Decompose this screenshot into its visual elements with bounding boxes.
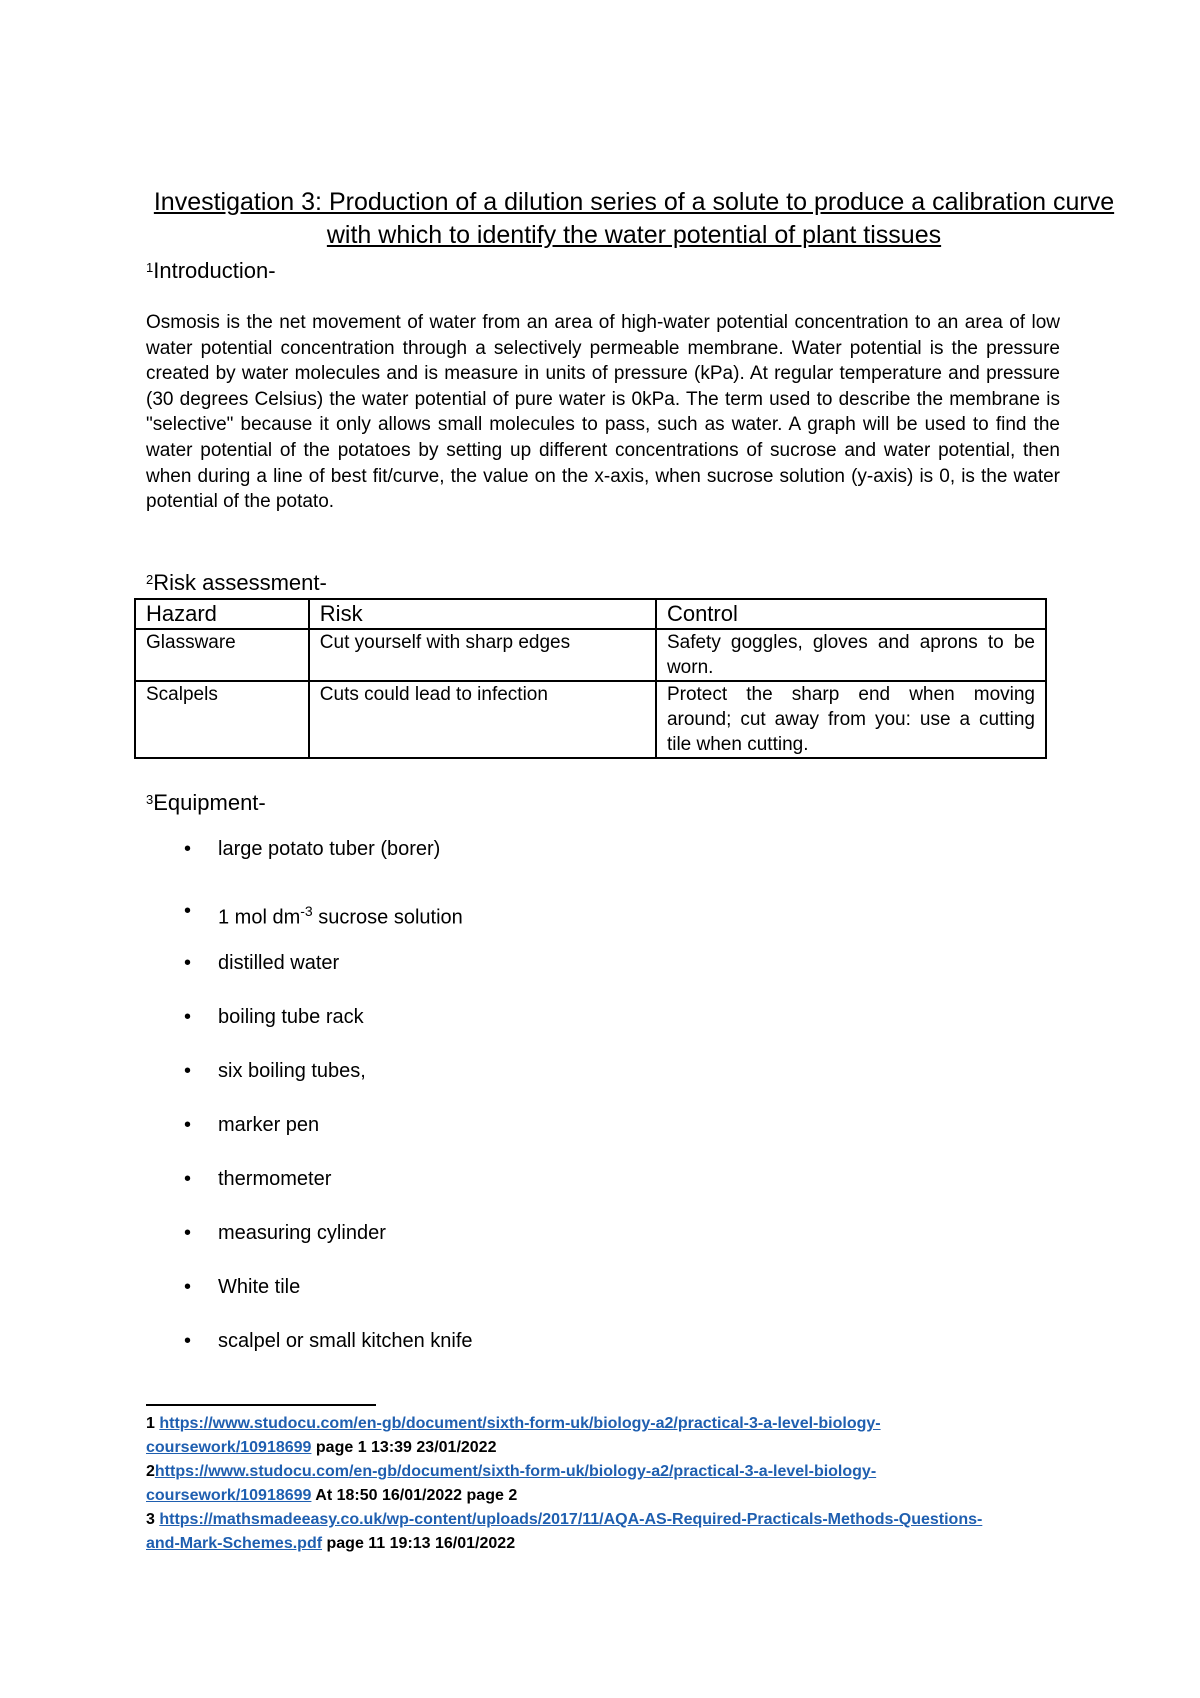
list-item: • marker pen: [184, 1114, 320, 1136]
table-cell-risk: Cut yourself with sharp edges: [309, 629, 656, 681]
footnote-2: 2https://www.studocu.com/en-gb/document/sixth-form-uk/biology-a2/practical-3-a-level-biology-coursework/10918699 At 18:50 16/01/2022 page 2: [146, 1463, 877, 1504]
footnote-link[interactable]: https://www.studocu.com/en-gb/document/sixth-form-uk/biology-a2/practical-3-a-level-biology-coursework/10918699: [146, 1463, 877, 1504]
risk-assessment-table: [134, 598, 1047, 759]
list-item: • measuring cylinder: [184, 1222, 386, 1244]
equipment-list: [146, 836, 473, 1382]
footnotes: [146, 1412, 1006, 1556]
bullet-icon: •: [184, 1114, 192, 1136]
introduction-heading: $^1$Introduction-: [146, 258, 276, 283]
bullet-icon: •: [184, 952, 192, 974]
table-header-row: [135, 599, 1046, 629]
table-cell-control: Safety goggles, gloves and aprons to be worn.: [656, 629, 1046, 681]
bullet-icon: •: [184, 1276, 192, 1298]
footnote-1: 1 https://www.studocu.com/en-gb/document/sixth-form-uk/biology-a2/practical-3-a-level-biology-coursework/10918699 page 1 13:39 23/01/2022: [146, 1415, 881, 1456]
list-item: • scalpel or small kitchen knife: [184, 1330, 473, 1352]
bullet-icon: •: [184, 1330, 192, 1352]
bullet-icon: •: [184, 1006, 192, 1028]
list-item: • boiling tube rack: [184, 1006, 364, 1028]
footnote-marker-3: 3: [146, 792, 154, 807]
introduction-text: Osmosis is the net movement of water from an area of high-water potential concentration to an area of low water potential concentration through a selectively permeable membrane. Water potential is the pressure created by water molecules and is measure in units of pressure (kPa). At regular temperature and pressure (30 degrees Celsius) the water potential of pure water is 0kPa. The term used to describe the membrane is "selective" because it only allows small molecules to pass, such as water. A graph will be used to find the water potential of the potatoes by setting up different concentrations of sucrose and water potential, then when during a line of best fit/curve, the value on the x-axis, when sucrose solution (y-axis) is 0, is the water potential of the potato.: [146, 312, 1060, 513]
footnote-separator: [146, 1404, 376, 1406]
table-cell-risk: Cuts could lead to infection: [309, 681, 656, 758]
bullet-icon: •: [184, 1222, 192, 1244]
footnote-link[interactable]: https://mathsmadeeasy.co.uk/wp-content/uploads/2017/11/AQA-AS-Required-Practicals-Methods-Questions-and-Mark-Schemes.pdf: [146, 1511, 983, 1552]
table-cell-control: Protect the sharp end when moving around; cut away from you: use a cutting tile when cutting.: [656, 681, 1046, 758]
table-row: [135, 629, 1046, 681]
table-header-control: Control: [656, 599, 1046, 629]
footnote-link[interactable]: https://www.studocu.com/en-gb/document/sixth-form-uk/biology-a2/practical-3-a-level-biology-coursework/10918699: [146, 1415, 881, 1456]
table-row: [135, 681, 1046, 758]
list-item: • six boiling tubes,: [184, 1060, 366, 1082]
footnote-marker-1: 1: [146, 260, 154, 275]
bullet-icon: •: [184, 900, 192, 922]
list-item: • White tile: [184, 1276, 301, 1298]
table-header-hazard: Hazard: [135, 599, 309, 629]
bullet-icon: •: [184, 1168, 192, 1190]
table-header-risk: Risk: [309, 599, 656, 629]
page-title: Investigation 3: Production of a dilution series of a solute to produce a calibration curve with which to identify the water potential of plant tissues: [153, 188, 1115, 249]
bullet-icon: •: [184, 1060, 192, 1082]
list-item: • 1 mol $dm^{-3}$ sucrose solution: [184, 900, 463, 929]
equipment-heading: $^3$Equipment-: [146, 790, 266, 815]
table-cell-hazard: Glassware: [135, 629, 309, 681]
footnote-3: 3 https://mathsmadeeasy.co.uk/wp-content/uploads/2017/11/AQA-AS-Required-Practicals-Methods-Questions-and-Mark-Schemes.pdf page 11 19:13 16/01/2022: [146, 1511, 983, 1552]
list-item: • distilled water: [184, 952, 340, 974]
table-cell-hazard: Scalpels: [135, 681, 309, 758]
footnote-marker-2: 2: [146, 572, 154, 587]
list-item: • large potato tuber (borer): [184, 838, 441, 860]
list-item: • thermometer: [184, 1168, 332, 1190]
bullet-icon: •: [184, 838, 192, 860]
risk-assessment-heading: $^2$Risk assessment-: [146, 570, 327, 595]
